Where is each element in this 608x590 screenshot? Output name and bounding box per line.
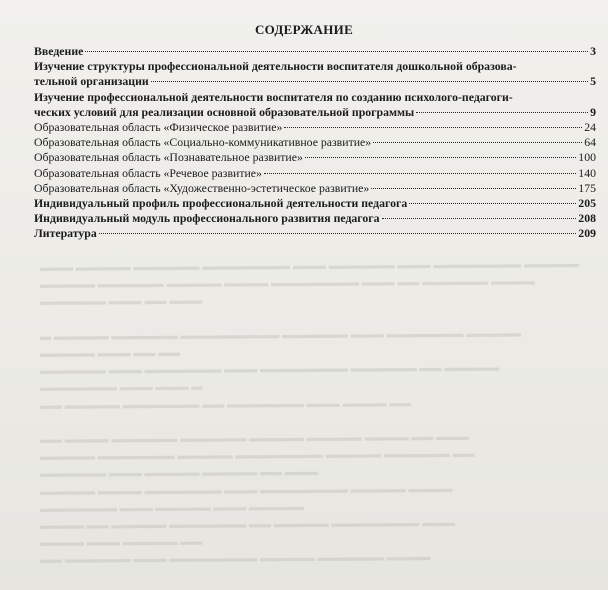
dot-leader — [305, 157, 576, 158]
toc-entry-label: Образовательная область «Художественно-эстетическое развитие» — [34, 180, 370, 195]
toc-entry[interactable] — [34, 135, 596, 150]
show-through-texture: ▬▬▬ ▬▬▬▬▬ ▬▬▬▬▬▬ ▬▬▬▬▬▬▬▬ ▬▬▬ ▬▬▬▬▬▬ ▬▬▬ ▬▬▬▬▬▬▬▬ ▬▬▬▬▬ ▬▬▬▬▬ ▬▬▬▬▬▬ ▬▬▬▬▬ ▬▬▬▬ ▬▬▬▬▬▬▬▬ ▬▬▬ ▬▬ ▬▬▬▬▬▬ ▬▬▬▬ ▬▬▬▬▬▬ ▬▬▬ ▬▬ ▬▬▬ ▬ ▬▬▬▬▬ ▬▬▬▬▬▬ ▬▬▬▬▬▬▬▬▬ ▬▬▬▬▬▬ ▬▬▬ ▬▬▬▬▬▬▬ ▬▬▬▬▬ ▬▬▬▬▬ ▬▬▬ ▬▬ ▬▬ ▬▬▬▬▬▬ ▬▬▬ ▬▬▬▬▬▬▬ ▬▬▬ ▬▬▬▬▬▬▬▬ ▬▬▬▬▬▬ ▬▬ ▬▬▬▬▬ ▬▬▬▬▬▬▬ ▬▬▬ ▬▬▬ ▬ ▬▬ ▬▬▬▬▬ ▬▬▬▬▬▬▬ ▬▬ ▬▬▬▬▬▬▬ ▬▬▬ ▬▬▬▬ ▬▬ ▬▬ ▬▬▬▬ ▬▬▬▬▬▬ ▬▬▬▬▬▬ ▬▬▬▬▬ ▬▬▬▬▬ ▬▬▬▬ ▬▬ ▬▬▬ ▬▬▬▬▬ ▬▬▬▬▬▬▬ ▬▬▬▬▬ ▬▬▬▬▬▬▬▬ ▬▬▬▬▬ ▬▬▬▬▬▬ ▬▬ ▬▬▬▬▬▬ ▬▬▬ ▬▬▬▬▬ ▬▬▬▬▬ ▬▬ ▬▬▬ ▬▬▬▬▬ ▬▬▬▬ ▬▬▬▬▬▬▬ ▬▬▬ ▬▬▬▬▬▬▬▬ ▬▬▬▬▬ ▬▬▬▬ ▬▬▬▬▬▬▬ ▬▬▬ ▬▬▬▬▬ ▬▬▬ ▬▬▬▬▬ ▬▬▬▬ ▬▬ ▬▬▬▬▬ ▬▬▬▬▬▬▬ ▬▬ ▬▬▬▬▬ ▬▬▬▬▬▬▬▬ ▬▬▬ ▬▬▬▬ ▬▬▬ ▬▬▬▬▬ ▬▬ ▬▬ ▬▬▬▬▬▬ ▬▬▬ ▬▬▬▬▬▬▬▬ ▬▬▬▬▬ ▬▬▬▬▬▬ ▬▬▬▬ — [40, 258, 579, 567]
toc-entry[interactable] — [34, 120, 596, 135]
toc-entry-page: 64 — [584, 135, 596, 150]
dot-leader — [99, 233, 577, 234]
toc-entry-label: Образовательная область «Речевое развитие» — [34, 165, 262, 180]
toc-entry-label: Образовательная область «Познавательное развитие» — [34, 150, 303, 165]
toc-entry-page: 209 — [578, 226, 596, 241]
toc-entry-label: Индивидуальный модуль профессионального развития педагога — [34, 211, 380, 226]
toc-entry-label: ческих условий для реализации основной образовательной программы — [34, 104, 415, 119]
toc-entry-page: 3 — [590, 44, 596, 58]
toc-entry[interactable] — [34, 166, 596, 181]
toc-entry[interactable] — [34, 59, 596, 89]
dot-leader — [284, 127, 582, 128]
toc-entry-label: Образовательная область «Физическое развитие» — [34, 120, 283, 135]
dot-leader — [382, 218, 577, 219]
toc-entry[interactable] — [34, 196, 596, 211]
toc-entry-label: Индивидуальный профиль профессиональной деятельности педагога — [34, 196, 408, 211]
page-title: СОДЕРЖАНИЕ — [254, 22, 354, 37]
toc-entry-label-line1: Изучение структуры профессиональной деятельности воспитателя дошкольной образова- — [34, 59, 517, 74]
table-of-contents — [34, 44, 596, 242]
dot-leader — [409, 203, 576, 204]
toc-entry-label: Образовательная область «Социально-коммуникативное развитие» — [34, 135, 372, 150]
toc-entry[interactable] — [34, 90, 596, 120]
dot-leader — [373, 142, 582, 143]
toc-entry-page: 5 — [590, 74, 596, 89]
dot-leader — [416, 112, 588, 113]
toc-entry-label: Введение — [34, 44, 84, 58]
toc-entry[interactable] — [34, 150, 596, 165]
toc-entry[interactable] — [34, 181, 596, 196]
toc-entry-page: 208 — [578, 211, 596, 226]
toc-entry-page: 100 — [578, 150, 596, 165]
toc-entry-label: Литература — [34, 226, 97, 241]
toc-entry-page: 140 — [578, 165, 596, 180]
toc-entry-label-line1: Изучение профессиональной деятельности воспитателя по созданию психолого-педагоги- — [34, 89, 513, 104]
dot-leader — [371, 188, 576, 189]
dot-leader — [264, 173, 576, 174]
dot-leader — [85, 51, 588, 52]
toc-entry-label: тельной организации — [34, 74, 149, 89]
toc-entry-page: 24 — [584, 120, 596, 135]
toc-entry[interactable] — [34, 211, 596, 226]
toc-entry-page: 9 — [590, 104, 596, 119]
toc-entry-page: 175 — [578, 180, 596, 195]
dot-leader — [151, 81, 588, 82]
toc-entry[interactable] — [34, 226, 596, 241]
toc-entry[interactable] — [34, 44, 596, 59]
toc-entry-page: 205 — [578, 196, 596, 211]
